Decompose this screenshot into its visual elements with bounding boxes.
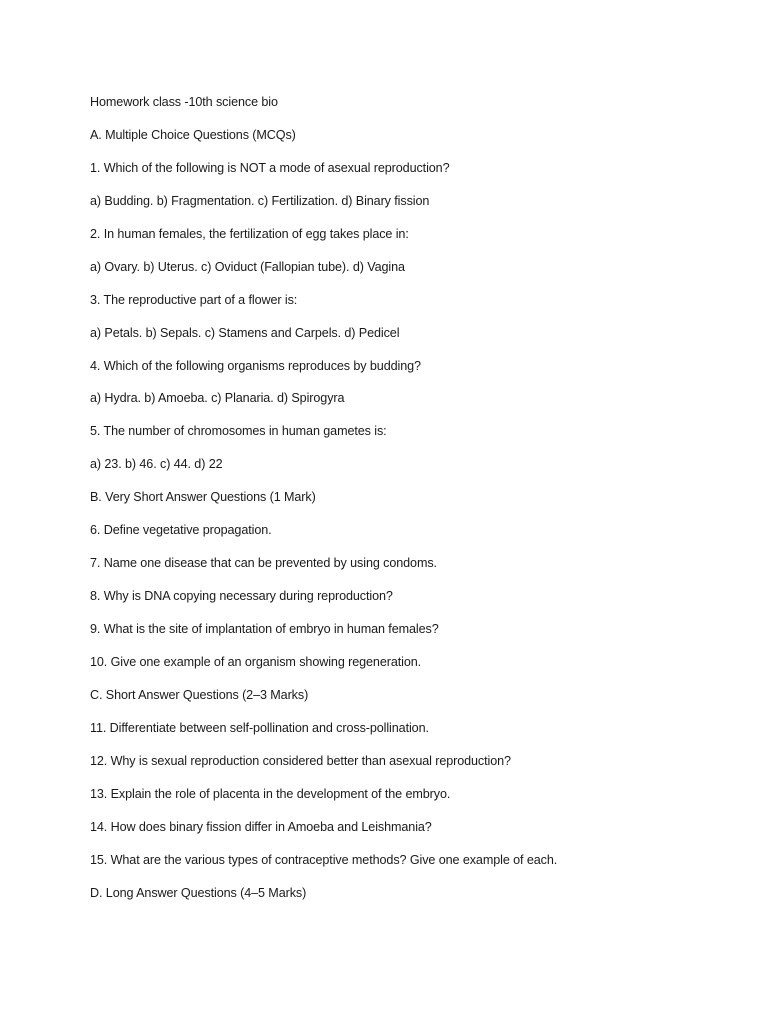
question-11: 11. Differentiate between self-pollination and cross-pollination. — [90, 720, 429, 735]
question-13: 13. Explain the role of placenta in the development of the embryo. — [90, 786, 451, 801]
question-2: 2. In human females, the fertilization of egg takes place in: — [90, 226, 409, 241]
question-1: 1. Which of the following is NOT a mode of asexual reproduction? — [90, 160, 450, 175]
question-15: 15. What are the various types of contraceptive methods? Give one example of each. — [90, 852, 558, 867]
section-heading-short: C. Short Answer Questions (2–3 Marks) — [90, 687, 309, 702]
question-5-options: a) 23. b) 46. c) 44. d) 22 — [90, 457, 223, 472]
question-4-options: a) Hydra. b) Amoeba. c) Planaria. d) Spirogyra — [90, 391, 345, 406]
question-7: 7. Name one disease that can be prevented by using condoms. — [90, 556, 437, 571]
question-6: 6. Define vegetative propagation. — [90, 523, 272, 538]
question-12: 12. Why is sexual reproduction considered better than asexual reproduction? — [90, 753, 511, 768]
question-2-options: a) Ovary. b) Uterus. c) Oviduct (Fallopian tube). d) Vagina — [90, 259, 405, 274]
question-8: 8. Why is DNA copying necessary during reproduction? — [90, 589, 393, 604]
document-title: Homework class -10th science bio — [90, 95, 278, 109]
question-5: 5. The number of chromosomes in human gametes is: — [90, 424, 387, 439]
section-heading-very-short: B. Very Short Answer Questions (1 Mark) — [90, 490, 316, 505]
question-1-options: a) Budding. b) Fragmentation. c) Fertilization. d) Binary fission — [90, 193, 430, 208]
question-9: 9. What is the site of implantation of embryo in human females? — [90, 622, 439, 636]
question-3-options: a) Petals. b) Sepals. c) Stamens and Carpels. d) Pedicel — [90, 325, 400, 340]
question-4: 4. Which of the following organisms reproduces by budding? — [90, 358, 421, 373]
question-3: 3. The reproductive part of a flower is: — [90, 292, 298, 307]
section-heading-mcq: A. Multiple Choice Questions (MCQs) — [90, 127, 296, 142]
document-body — [90, 92, 730, 915]
section-heading-long: D. Long Answer Questions (4–5 Marks) — [90, 885, 307, 900]
question-14: 14. How does binary fission differ in Amoeba and Leishmania? — [90, 819, 432, 834]
question-10: 10. Give one example of an organism showing regeneration. — [90, 654, 422, 669]
